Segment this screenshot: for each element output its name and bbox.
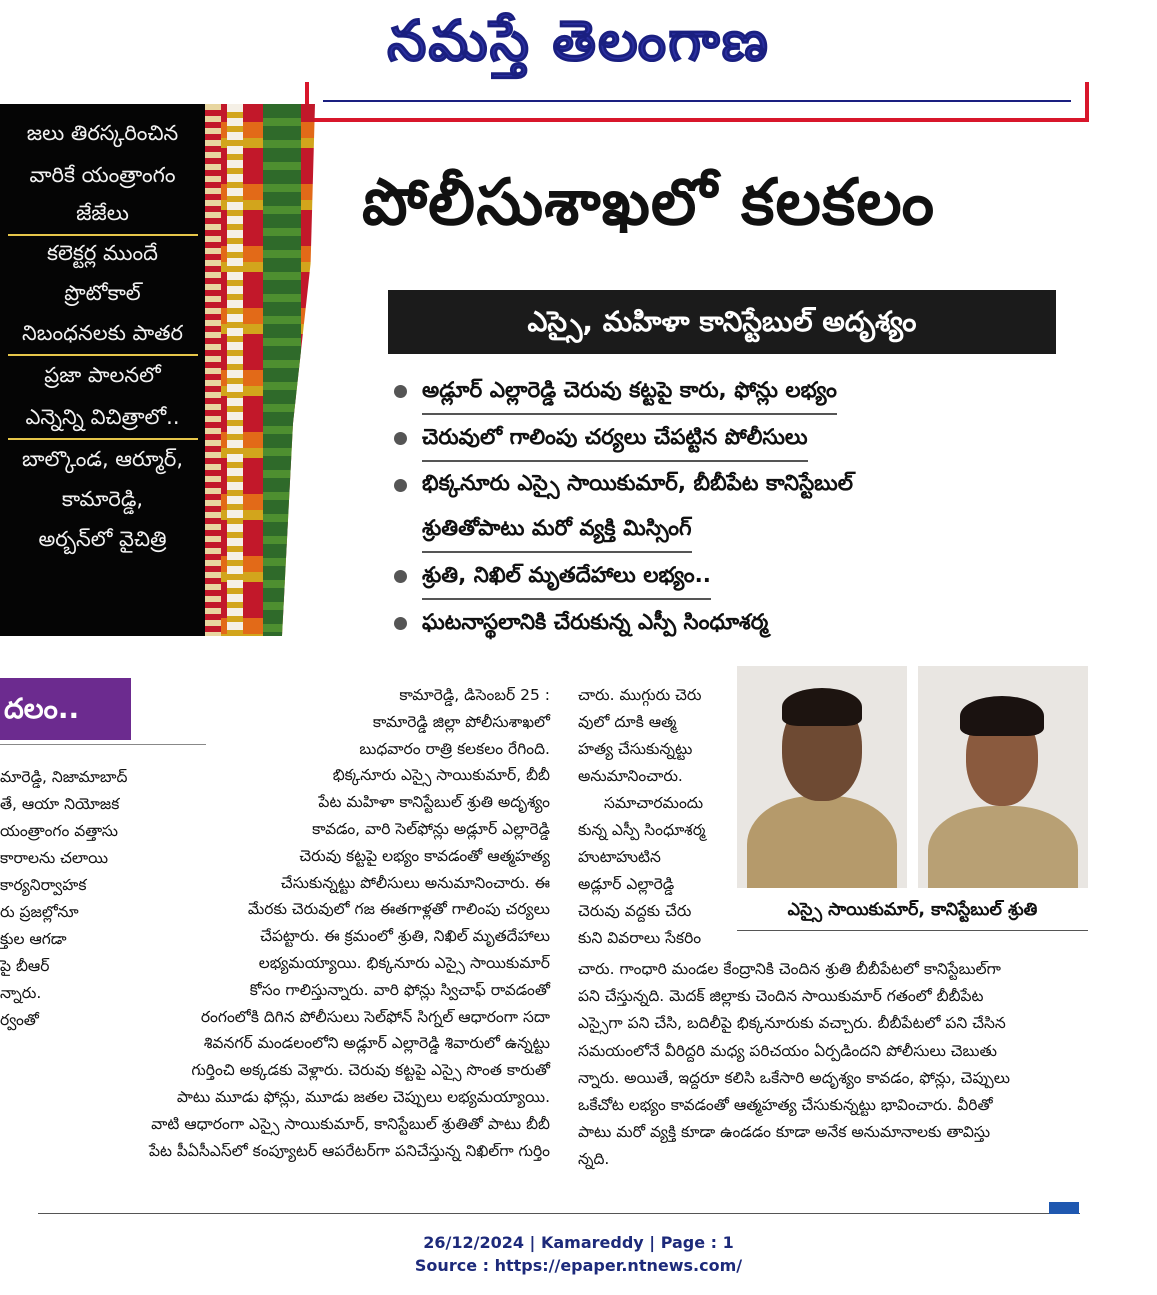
text-line: సమయంలోనే వీరిద్దరి మధ్య పరిచయం ఏర్పడిందని పోలీసులు చెబుతు (578, 1041, 997, 1060)
text-line: చారు. ముగ్గురు చెరు (578, 686, 702, 704)
text-line: పని చేస్తున్నది. మెదక్ జిల్లాకు చెందిన సాయికుమార్ గతంలో బీబీపేట (578, 987, 984, 1006)
newspaper-logo: నమస్తే తెలంగాణ (387, 8, 770, 74)
text-line: కార్యనిర్వాహక (0, 876, 87, 894)
highlight-text: చెరువులో గాలింపు చర్యలు చేపట్టిన పోలీసులు (422, 416, 808, 462)
hair-shape (960, 696, 1044, 736)
sidebar-divider (8, 354, 198, 356)
source-link[interactable]: Source : https://epaper.ntnews.com/ (414, 1256, 743, 1275)
masthead (0, 0, 1157, 80)
text-line: బుధవారం రాత్రి కలకలం రేగింది. (359, 739, 550, 758)
text-line: కామారెడ్డి జిల్లా పోలీసుశాఖలో (372, 712, 550, 731)
text-line: అడ్లూర్ ఎల్లారెడ్డి (578, 875, 675, 893)
text-line: లభ్యమయ్యాయి. భిక్కనూరు ఎస్సై సాయికుమార్ (258, 953, 550, 972)
text-line: పేట మహిళా కానిస్టేబుల్ శ్రుతి అదృశ్యం (318, 793, 550, 812)
photo-caption: ఎస్సై సాయికుమార్, కానిస్టేబుల్ శ్రుతి (787, 900, 1038, 920)
text-line: పేట పీఏసీఎస్‌లో కంప్యూటర్ ఆపరేటర్‌గా పనిచేస్తున్న నిఖిల్‌గా గుర్తిం (149, 1141, 550, 1160)
text-line: న్నారు. అయితే, ఇద్దరూ కలిసి ఒకేసారి అదృశ్యం కావడం, ఫోన్లు, చెప్పులు (578, 1068, 1011, 1087)
sidebar-line: ప్రొటోకాల్ (64, 281, 141, 305)
bullet-icon (394, 385, 407, 398)
text-line: వాటి ఆధారంగా ఎస్సై సాయికుమార్, కానిస్టేబుల్ శ్రుతితో పాటు బీబీ (151, 1114, 550, 1133)
text-line: కామారెడ్డి, డిసెంబర్ 25 : (399, 686, 550, 704)
text-line: ఎస్సైగా పని చేసి, బదిలీపై భిక్కనూరుకు వచ్చారు. బీబీపేటలో పని చేసిన (578, 1014, 1006, 1033)
saree-photo (205, 104, 315, 636)
text-line: చెరువు వద్దకు చేరు (578, 902, 692, 920)
text-line: చారు. గాంధారి మండల కేంద్రానికి చెందిన శ్రుతి బీబీపేటలో కానిస్టేబుల్‌గా (578, 960, 1001, 978)
edition-meta: 26/12/2024 | Kamareddy | Page : 1 (423, 1233, 734, 1252)
sidebar-divider (8, 438, 198, 440)
sidebar-line: ఎన్నెన్ని విచిత్రాలో.. (25, 405, 180, 429)
text-line: చెరువు కట్టపై లభ్యం కావడంతో ఆత్మహత్య (299, 846, 550, 865)
text-line: పాటు మూడు ఫోన్లు, మూడు జతల చెప్పులు లభ్యమయ్యాయి. (176, 1087, 550, 1106)
text-line: గుర్తించి అక్కడకు వెళ్లారు. చెరువు కట్టపై ఎస్సై సొంత కారుతో (191, 1061, 550, 1080)
article-headline: పోలీసుశాఖలో కలకలం (362, 166, 936, 240)
text-line: అనుమానించారు. (578, 767, 683, 785)
hair-shape (782, 688, 862, 726)
text-line: తే, ఆయా నియోజక (0, 795, 120, 813)
text-line: న్నారు. (0, 984, 42, 1002)
sidebar-line: బాల్కొండ, ఆర్మూర్, (22, 447, 183, 471)
text-line: పాటు మరో వ్యక్తి కూడా ఉండడం కూడా అనేక అనుమానాలకు తావిస్తు (578, 1123, 991, 1142)
sidebar-line: అర్బన్‌లో వైచిత్రి (38, 527, 167, 551)
text-line: ఒకేచోట లభ్యం కావడంతో ఆత్మహత్య చేసుకున్నట్టు భావించారు. వీరితో (578, 1096, 993, 1115)
sidebar-panel (0, 104, 205, 636)
uniform-shape (747, 796, 897, 888)
text-line: మేరకు చెరువులో గజ ఈతగాళ్లతో గాలింపు చర్యలు (247, 900, 550, 919)
bullet-icon (394, 617, 407, 630)
text-line: హత్య చేసుకున్నట్టు (578, 740, 693, 758)
sidebar-line: నిబంధనలకు పాతర (22, 321, 183, 345)
text-line: శివనగర్ మండలంలోని అడ్లూర్ ఎల్లారెడ్డి శివారులో ఉన్నట్టు (203, 1034, 550, 1053)
saree-green-band (263, 104, 301, 636)
text-line: వులో దూకి ఆత్మ (578, 713, 677, 731)
text-line: హుటాహుటిన (578, 848, 661, 866)
text-line: కోసం గాలిస్తున్నారు. వారి ఫోన్లు స్విచాఫ్ రావడంతో (249, 980, 550, 999)
text-line: యంత్రాంగం వత్తాసు (0, 822, 118, 840)
text-line: న్నది. (578, 1150, 610, 1169)
article-body-main (56, 682, 550, 1164)
highlight-item (392, 415, 992, 462)
highlight-text: శ్రుతితోపాటు మరో వ్యక్తి మిస్సింగ్ (422, 507, 692, 553)
saree-border (227, 104, 243, 636)
story-tag: దలం.. (0, 678, 131, 740)
text-line: పై బీఆర్ (0, 957, 50, 975)
text-line: సమాచారమందు (604, 794, 704, 812)
bullet-icon (394, 570, 407, 583)
sidebar-line: కలెక్టర్ల ముందే (47, 241, 158, 265)
sidebar-line: జలు తిరస్కరించిన (26, 121, 179, 145)
sidebar-line: వారికే యంత్రాంగం (29, 163, 176, 187)
article-body-side (578, 682, 730, 952)
highlight-list (392, 368, 992, 646)
photo-saikumar (737, 666, 907, 888)
article-subhead: ఎస్సై, మహిళా కానిస్టేబుల్ అదృశ్యం (388, 290, 1056, 354)
bullet-icon (394, 432, 407, 445)
photo-shruthi (918, 666, 1088, 888)
text-line: కారాలను చలాయి (0, 849, 109, 867)
text-line: చేపట్టారు. ఈ క్రమంలో శ్రుతి, నిఖిల్ మృతదేహాలు (260, 927, 550, 946)
sidebar-line: జేజేలు (76, 201, 129, 225)
page-end-marker (1049, 1202, 1079, 1214)
text-line: రంగంలోకి దిగిన పోలీసులు సెల్‌ఫోన్ సిగ్నల్ ఆధారంగా సదా (200, 1007, 550, 1026)
highlight-text: శ్రుతి, నిఖిల్ మృతదేహాలు లభ్యం.. (422, 554, 711, 600)
highlight-item (392, 462, 992, 553)
highlight-item (392, 368, 992, 415)
bullet-icon (394, 479, 407, 492)
text-line: భిక్కనూరు ఎస్సై సాయికుమార్, బీబీ (332, 766, 550, 785)
text-line: కావడం, వారి సెల్‌ఫోన్లు అడ్లూర్ ఎల్లారెడ్డి (312, 819, 550, 838)
highlight-text: అడ్లూర్ ఎల్లారెడ్డి చెరువు కట్టపై కారు, ఫోన్లు లభ్యం (422, 369, 837, 415)
text-line: రు ప్రజల్లోనూ (0, 903, 79, 921)
text-line: మారెడ్డి, నిజామాబాద్ (0, 768, 128, 786)
highlight-item (392, 553, 992, 600)
highlight-text: భిక్కనూరు ఎస్సై సాయికుమార్, బీబీపేట కానిస్టేబుల్ (422, 471, 853, 496)
article-body-continuation (578, 956, 1088, 1174)
text-line: చేసుకున్నట్టు పోలీసులు అనుమానించారు. ఈ (280, 873, 550, 892)
caption-underline (737, 930, 1088, 931)
text-line: కున్న ఎస్పీ సింధూశర్మ (578, 821, 706, 839)
frame-inner-line (323, 100, 1071, 102)
text-line: ర్వంతో (0, 1011, 39, 1029)
red-frame-box (305, 82, 1089, 122)
saree-border (205, 104, 221, 636)
page-bottom-rule (38, 1213, 1080, 1214)
sidebar-line: కామారెడ్డి, (61, 487, 144, 511)
highlight-item (392, 600, 992, 646)
sidebar-line: ప్రజా పాలనలో (44, 363, 161, 387)
highlight-text: ఘటనాస్థలానికి చేరుకున్న ఎస్పీ సింధూశర్మ (422, 610, 769, 635)
sidebar-divider (8, 234, 198, 236)
uniform-shape (928, 806, 1078, 888)
text-line: క్తుల ఆగడా (0, 930, 67, 948)
text-line: కుని వివరాలు సేకరిం (578, 929, 702, 947)
